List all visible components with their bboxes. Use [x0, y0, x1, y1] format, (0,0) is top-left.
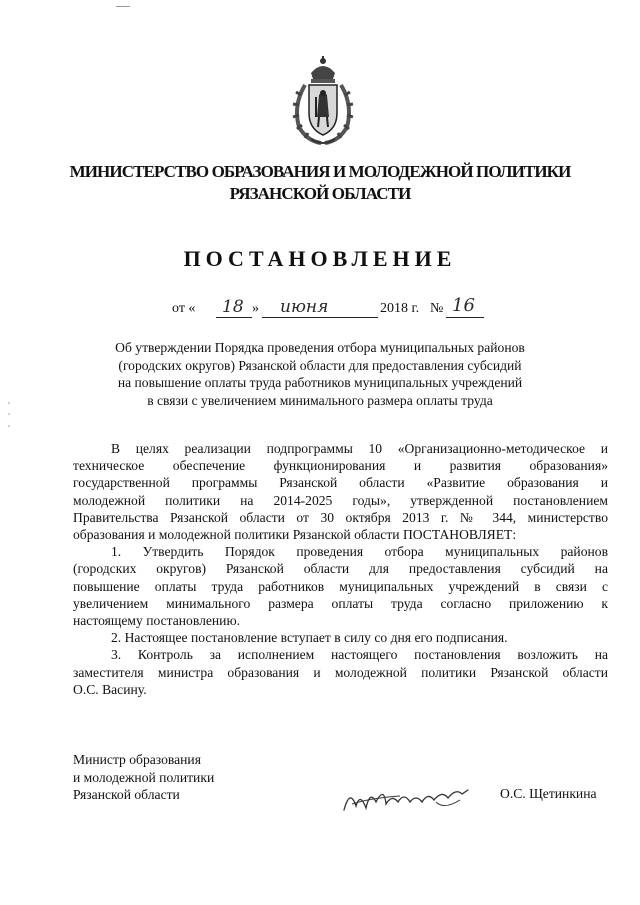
- number-prefix: №: [430, 301, 444, 316]
- document-number-handwritten: 16: [452, 295, 475, 316]
- coat-of-arms-emblem: [289, 55, 357, 147]
- document-body: [73, 440, 608, 698]
- item-3-line: 3. Контроль за исполнением настоящего постановления возложить на: [111, 647, 608, 663]
- region-name: РЯЗАНСКОЙ ОБЛАСТИ: [229, 184, 411, 203]
- subject-line: (городских округов) Рязанской области для предоставления субсидий: [118, 357, 522, 373]
- preamble-line: образования и молодежной политики Рязанской области ПОСТАНОВЛЯЕТ:: [73, 527, 517, 543]
- position-line: Министр образования: [73, 752, 201, 767]
- preamble-line: молодежной политики на 2014-2025 годы», утвержденной постановлением: [73, 492, 608, 508]
- position-line: и молодежной политики: [73, 769, 215, 785]
- document-type-title: ПОСТАНОВЛЕНИЕ: [183, 246, 457, 271]
- document-subject: [60, 339, 580, 409]
- subject-line: Об утверждении Порядка проведения отбора муниципальных районов: [115, 340, 525, 355]
- position-line: Рязанской области: [73, 787, 180, 802]
- item-1-line: 1. Утвердить Порядок проведения отбора муниципальных районов: [111, 544, 608, 560]
- date-day-handwritten: 18: [222, 297, 244, 317]
- handwritten-signature: [340, 780, 472, 816]
- date-month-handwritten: июня: [280, 297, 329, 317]
- item-3-line: О.С. Васину.: [73, 681, 147, 697]
- preamble-line: государственной программы Рязанской области «Развитие образования и: [73, 475, 608, 491]
- preamble-line: В целях реализации подпрограммы 10 «Организационно-методическое и: [111, 441, 608, 456]
- scan-artifact: [116, 6, 130, 7]
- scan-edge-marks: [8, 400, 10, 430]
- ministry-name: МИНИСТЕРСТВО ОБРАЗОВАНИЯ И МОЛОДЕЖНОЙ ПОЛИТИКИ: [69, 162, 571, 181]
- number-underline: [446, 317, 484, 318]
- signer-name: О.С. Щетинкина: [500, 786, 597, 801]
- item-1-line: увеличением минимального размера оплаты труда согласно приложению к: [73, 595, 608, 611]
- date-prefix: от «: [172, 301, 196, 316]
- subject-line: в связи с увеличением минимального размера оплаты труда: [147, 392, 493, 408]
- item-3-line: заместителя министра образования и молодежной политики Рязанской области: [73, 664, 608, 680]
- subject-line: на повышение оплаты труда работников муниципальных учреждений: [117, 375, 523, 390]
- date-number-line: [172, 297, 492, 323]
- item-1-line: настоящему постановлению.: [73, 613, 241, 629]
- preamble-line: техническое обеспечение функционирования и развития образования»: [73, 458, 608, 474]
- date-close-quote: »: [252, 301, 259, 316]
- month-underline: [262, 317, 378, 318]
- item-1-line: (городских округов) Рязанской области для предоставления субсидий на: [73, 561, 608, 577]
- item-2-line: 2. Настоящее постановление вступает в силу со дня его подписания.: [111, 630, 508, 646]
- signatory-position: [73, 751, 214, 804]
- item-1-line: повышение оплаты труда работников муниципальных учреждений в связи с: [73, 578, 608, 594]
- preamble-line: Правительства Рязанской области от 30 октября 2013 г. № 344, министерство: [73, 509, 608, 525]
- day-underline: [216, 317, 252, 318]
- date-year: 2018 г.: [380, 301, 420, 316]
